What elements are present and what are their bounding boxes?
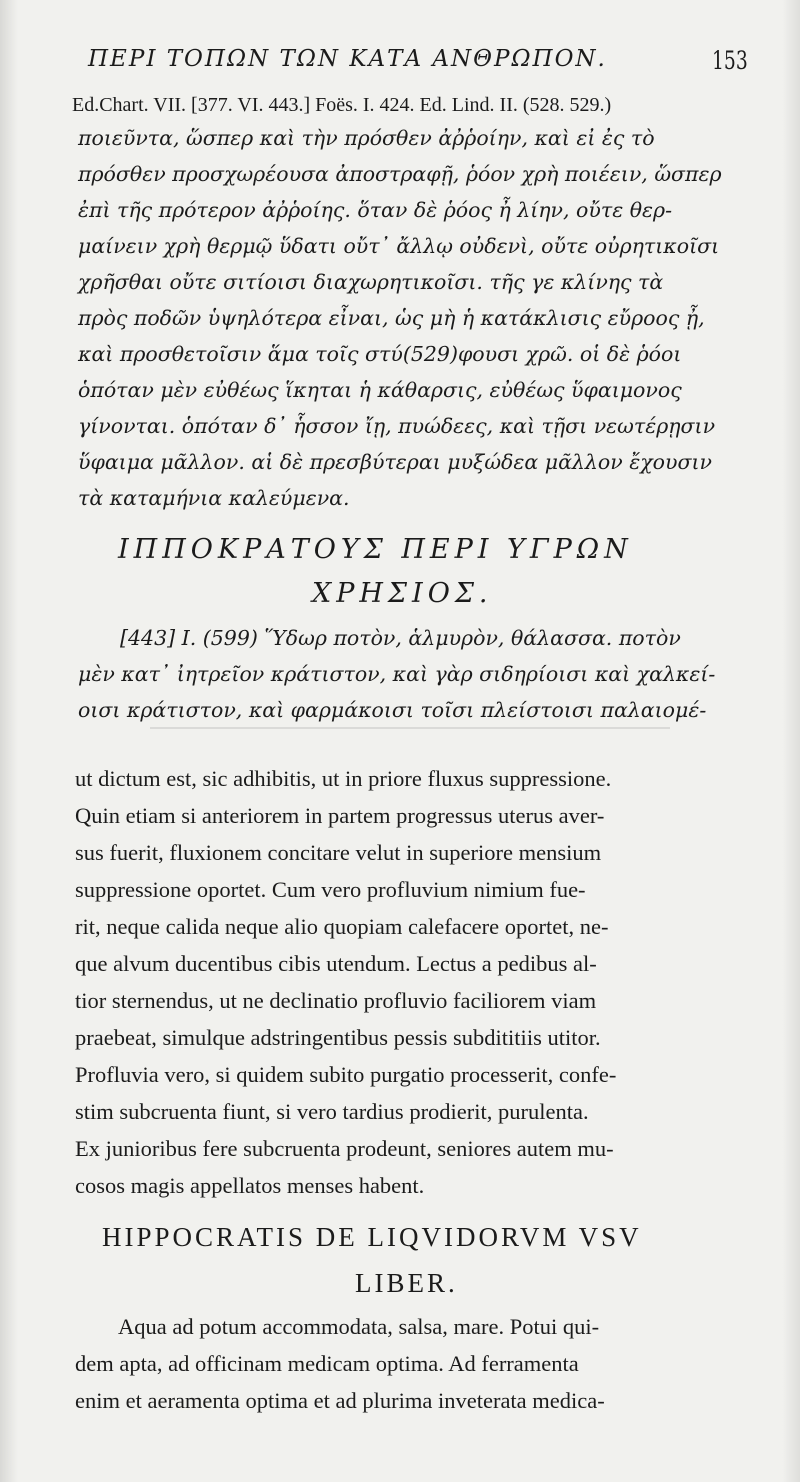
latin-text-line: stim subcruenta fiunt, si vero tardius prodierit, purulenta. [75, 1099, 589, 1124]
latin-text-line: dem apta, ad officinam medicam optima. Ad ferramenta [75, 1351, 579, 1376]
latin-text-line: Quin etiam si anteriorem in partem progressus uterus aver- [75, 803, 605, 828]
latin-text-line: Ex junioribus fere subcruenta prodeunt, seniores autem mu- [75, 1136, 614, 1161]
page-edge-shadow-left [0, 0, 18, 1482]
greek-text-line: οισι κράτιστον, καὶ φαρμάκοισι τοῖσι πλείστοισι παλαιομέ- [78, 698, 707, 722]
latin-text-line: ut dictum est, sic adhibitis, ut in priore fluxus suppressione. [75, 766, 612, 791]
latin-section-heading-line1: HIPPOCRATIS DE LIQVIDORVM VSV [102, 1222, 642, 1252]
greek-text-line: πρόσθεν προσχωρέουσα ἀποστραφῇ, ῥόον χρὴ ποιέειν, ὥσπερ [78, 162, 722, 186]
latin-text-line: suppressione oportet. Cum vero profluvium nimium fue- [75, 877, 586, 902]
greek-text-line: γίνονται. ὁπόταν δ᾽ ἧσσον ἴῃ, πυώδεες, καὶ τῇσι νεωτέρῃσιν [78, 414, 716, 438]
greek-text-line: καὶ προσθετοῖσιν ἅμα τοῖς στύ(529)φουσι χρῶ. οἱ δὲ ῥόοι [78, 342, 682, 366]
greek-text-line: ὕφαιμα μᾶλλον. αἱ δὲ πρεσβύτεραι μυξώδεα μᾶλλον ἔχουσιν [78, 450, 712, 474]
latin-section-heading-line2: LIBER. [355, 1268, 458, 1298]
page-edge-shadow-right [782, 0, 800, 1482]
edition-reference-line: Ed.Chart. VII. [377. VI. 443.] Foës. I. 424. Ed. Lind. II. (528. 529.) [72, 94, 612, 116]
greek-text-line: μαίνειν χρὴ θερμῷ ὕδατι οὔτ᾽ ἄλλῳ οὐδενὶ, οὔτε οὐρητικοῖσι [78, 234, 720, 258]
greek-text-line: μὲν κατ᾽ ἰητρεῖον κράτιστον, καὶ γὰρ σιδηρίοισι καὶ χαλκεί- [78, 662, 716, 686]
latin-text-line: rit, neque calida neque alio quopiam calefacere oportet, ne- [75, 914, 609, 939]
latin-text-line: praebeat, simulque adstringentibus pessis subdititiis utitor. [75, 1025, 601, 1050]
greek-section-heading-line2: ΧΡΗΣΙΟΣ. [312, 578, 493, 609]
bleed-through-divider [150, 727, 670, 729]
greek-text-line: ἐπὶ τῆς πρότερον ἀῤῥοίης. ὅταν δὲ ῥόος ἦ λίην, οὔτε θερ- [78, 198, 673, 222]
greek-text-line: [443] I. (599) Ὕδωρ ποτὸν, ἁλμυρὸν, θάλασσα. ποτὸν [120, 626, 681, 650]
latin-text-line: sus fuerit, fluxionem concitare velut in superiore mensium [75, 840, 602, 865]
greek-section-heading-line1: ΙΠΠΟΚΡΑΤΟΥΣ ΠΕΡΙ ΥΓΡΩΝ [118, 534, 633, 565]
greek-text-line: ὁπόταν μὲν εὐθέως ἵκηται ἡ κάθαρσις, εὐθέως ὕφαιμονος [78, 378, 682, 402]
latin-text-line: Profluvia vero, si quidem subito purgatio processerit, confe- [75, 1062, 617, 1087]
latin-text-line: enim et aeramenta optima et ad plurima inveterata medica- [75, 1388, 605, 1413]
greek-text-line: τὰ καταμήνια καλεύμενα. [78, 486, 350, 510]
greek-text-line: πρὸς ποδῶν ὑψηλότερα εἶναι, ὡς μὴ ἡ κατάκλισις εὔροος ᾖ, [78, 306, 705, 330]
running-head-title: ΠΕΡΙ ΤΟΠΩΝ ΤΩΝ ΚΑΤΑ ΑΝΘΡΩΠΟΝ. [88, 46, 607, 72]
latin-text-line: tior sternendus, ut ne declinatio profluvio faciliorem viam [75, 988, 597, 1013]
greek-text-line: χρῆσθαι οὔτε σιτίοισι διαχωρητικοῖσι. τῆς γε κλίνης τὰ [78, 270, 664, 294]
latin-text-line: cosos magis appellatos menses habent. [75, 1173, 425, 1198]
latin-text-line: que alvum ducentibus cibis utendum. Lectus a pedibus al- [75, 951, 597, 976]
page-number: 153 [712, 46, 748, 75]
greek-text-line: ποιεῦντα, ὥσπερ καὶ τὴν πρόσθεν ἀῤῥοίην, καὶ εἰ ἐς τὸ [78, 126, 655, 150]
latin-text-line: Aqua ad potum accommodata, salsa, mare. Potui qui- [118, 1314, 600, 1339]
